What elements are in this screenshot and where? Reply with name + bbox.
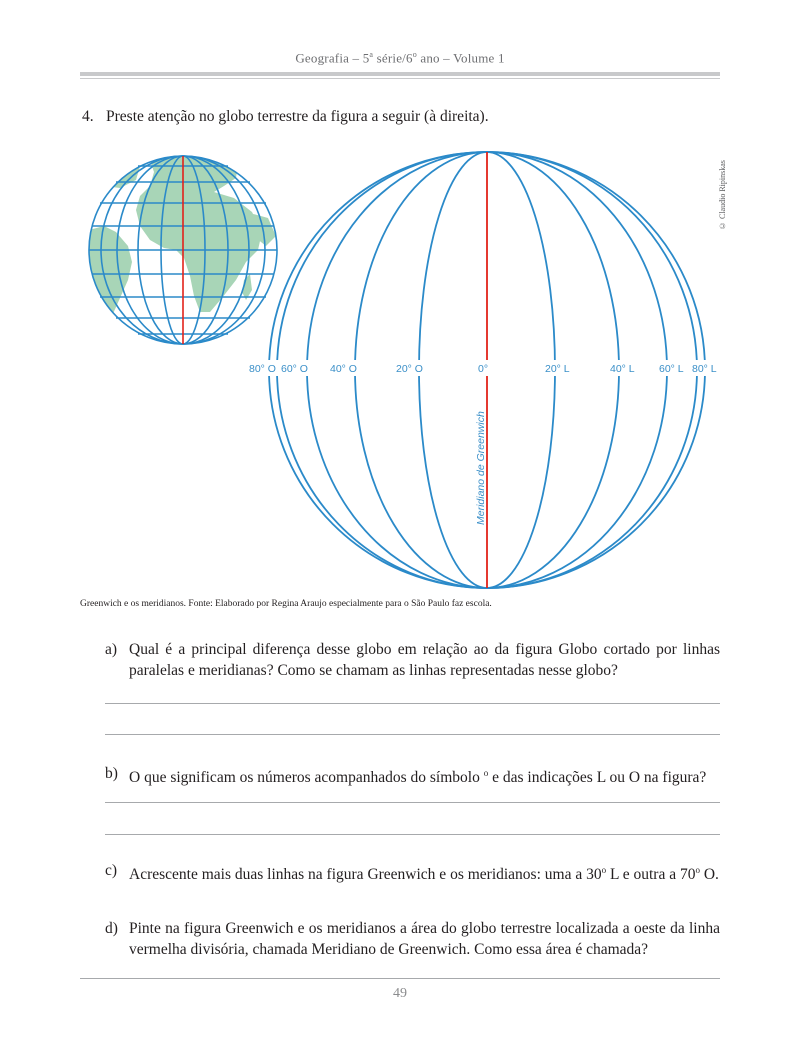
item-text: O que significam os números acompanhados do símbolo $^o$ e das indicações L ou O na figura? [129,768,707,787]
label-80-l: 80° L [692,363,717,375]
answer-line[interactable] [105,834,720,835]
answer-line[interactable] [80,978,720,979]
answer-line[interactable] [105,703,720,704]
image-credit: © Claudio Ripinskas [718,160,727,230]
answer-line[interactable] [105,734,720,735]
label-20-o: 20° O [396,363,423,375]
item-letter: b) [105,765,118,782]
label-40-o: 40° O [330,363,357,375]
large-globe [246,152,726,588]
question-text: Preste atenção no globo terrestre da figura a seguir (à direita). [106,108,489,125]
item-d [105,918,720,960]
item-letter: d) [105,920,118,937]
item-letter: c) [105,862,118,879]
item-b [105,763,720,788]
label-0: 0° [478,363,489,375]
small-globe [89,146,277,344]
item-text: Pinte na figura Greenwich e os meridianos a área do globo terrestre localizada a oeste da linha vermelha divisória, chamada Meridiano de Greenwich. Como essa área é chamada? [129,920,720,958]
label-60-o: 60° O [281,363,308,375]
item-a [105,639,720,681]
greenwich-label: Meridiano de Greenwich [475,411,487,525]
label-20-l: 20° L [545,363,570,375]
label-80-o: 80° O [249,363,276,375]
page-number: 49 [393,986,407,1001]
label-60-l: 60° L [659,363,684,375]
answer-line[interactable] [105,802,720,803]
running-header: Geografia – 5$^a$ série/6$^o$ ano – Volume 1 [295,50,505,66]
item-text: Acrescente mais duas linhas na figura Greenwich e os meridianos: uma a 30$^o$ L e outra a 70$^o$ O. [129,865,719,884]
meridian-labels [246,360,726,376]
label-40-l: 40° L [610,363,635,375]
item-c [105,860,720,885]
item-letter: a) [105,641,118,658]
figure-caption: Greenwich e os meridianos. Fonte: Elaborado por Regina Araujo especialmente para o São Paulo faz escola. [80,599,492,609]
question-number: 4. [82,108,94,125]
item-text: Qual é a principal diferença desse globo em relação ao da figura Globo cortado por linhas paralelas e meridianas? Como se chamam as linhas representadas nesse globo? [129,641,720,679]
